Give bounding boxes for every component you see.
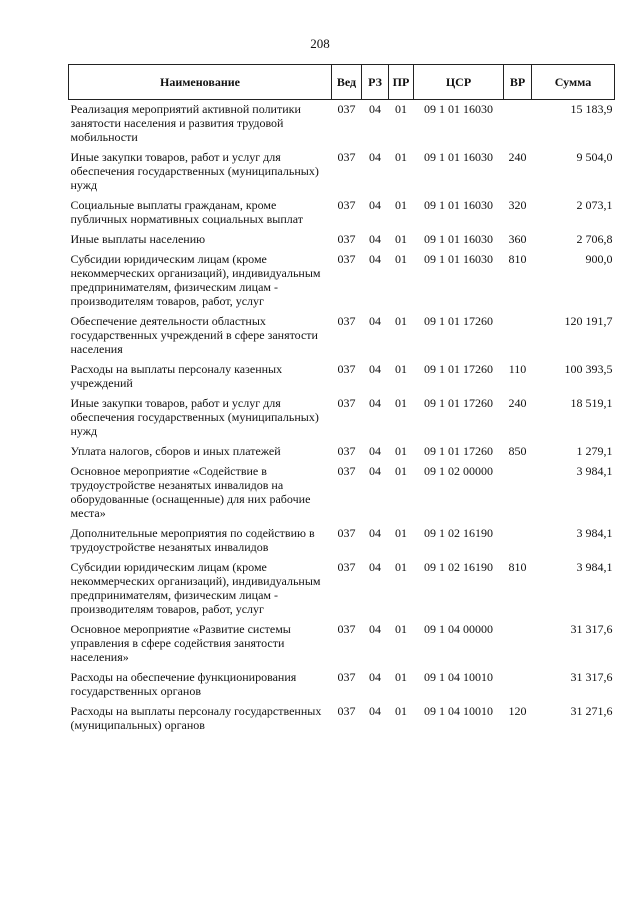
cell-sum: 9 504,0 [576,150,613,164]
cell-name: Дополнительные мероприятия по содействию в трудоустройстве незанятых инвалидов [70,526,315,554]
cell-sum: 31 271,6 [570,704,613,718]
cell-vr [504,524,532,558]
cell-ved: 037 [337,362,356,376]
cell-pr: 01 [395,560,407,574]
cell-vr: 110 [508,362,527,376]
table-row [69,148,615,196]
table-row [69,668,615,702]
cell-rz: 04 [369,560,381,574]
cell-rz: 04 [369,252,381,266]
table-row [69,100,615,149]
cell-csr: 09 1 01 17260 [424,362,493,376]
cell-pr: 01 [395,526,407,540]
cell-name: Уплата налогов, сборов и иных платежей [70,444,281,458]
table-row [69,230,615,250]
cell-pr: 01 [395,252,407,266]
cell-vr: 850 [508,444,527,458]
cell-rz: 04 [369,622,381,636]
cell-csr: 09 1 02 00000 [424,464,493,478]
cell-csr: 09 1 01 16030 [424,198,493,212]
cell-rz: 04 [369,362,381,376]
table-row [69,462,615,524]
cell-sum: 1 279,1 [576,444,613,458]
cell-ved: 037 [337,464,356,478]
header-sum: Сумма [532,65,615,100]
cell-csr: 09 1 02 16190 [424,560,493,574]
cell-rz: 04 [369,670,381,684]
cell-sum: 100 393,5 [564,362,613,376]
cell-name: Расходы на выплаты персоналу казенных учреждений [70,362,283,390]
header-pr: ПР [389,65,414,100]
cell-name: Расходы на обеспечение функционирования государственных органов [70,670,297,698]
cell-csr: 09 1 04 00000 [424,622,493,636]
cell-vr [504,100,532,149]
cell-rz: 04 [369,198,381,212]
cell-sum: 31 317,6 [570,622,613,636]
cell-name: Обеспечение деятельности областных государственных учреждений в сфере занятости населения [70,314,318,356]
cell-rz: 04 [369,704,381,718]
cell-sum: 15 183,9 [570,102,613,116]
cell-ved: 037 [337,150,356,164]
cell-vr: 240 [508,150,527,164]
cell-vr: 240 [508,396,527,410]
cell-pr: 01 [395,362,407,376]
cell-name: Основное мероприятие «Содействие в трудоустройстве незанятых инвалидов на оборудованные (оснащенные) для них рабочие места» [70,464,311,520]
cell-rz: 04 [369,396,381,410]
cell-vr [504,668,532,702]
cell-ved: 037 [337,704,356,718]
cell-name: Субсидии юридическим лицам (кроме некоммерческих организаций), индивидуальным предпринимателям, физическим лицам - производителям товаров, работ, услуг [70,560,321,616]
cell-sum: 18 519,1 [570,396,613,410]
table-row [69,250,615,312]
cell-sum: 120 191,7 [564,314,613,328]
cell-ved: 037 [337,198,356,212]
cell-csr: 09 1 02 16190 [424,526,493,540]
table-row [69,312,615,360]
cell-pr: 01 [395,314,407,328]
cell-pr: 01 [395,396,407,410]
cell-ved: 037 [337,232,356,246]
cell-ved: 037 [337,622,356,636]
cell-vr: 320 [508,198,527,212]
cell-vr [504,312,532,360]
table-header-row [69,65,615,100]
budget-table [68,64,615,736]
cell-pr: 01 [395,232,407,246]
cell-csr: 09 1 01 17260 [424,396,493,410]
header-vr: ВР [504,65,532,100]
cell-sum: 3 984,1 [576,560,613,574]
table-row [69,620,615,668]
cell-sum: 900,0 [585,252,613,266]
table-row [69,442,615,462]
cell-vr: 360 [508,232,527,246]
cell-vr: 810 [508,560,527,574]
cell-ved: 037 [337,102,356,116]
cell-ved: 037 [337,396,356,410]
cell-name: Основное мероприятие «Развитие системы управления в сфере содействия занятости населения» [70,622,291,664]
header-rz: РЗ [362,65,389,100]
cell-vr [504,620,532,668]
cell-rz: 04 [369,102,381,116]
cell-pr: 01 [395,444,407,458]
cell-sum: 3 984,1 [576,464,613,478]
cell-pr: 01 [395,198,407,212]
cell-pr: 01 [395,102,407,116]
cell-name: Иные закупки товаров, работ и услуг для обеспечения государственных (муниципальных) нужд [70,396,319,438]
cell-ved: 037 [337,314,356,328]
cell-rz: 04 [369,232,381,246]
cell-ved: 037 [337,526,356,540]
cell-ved: 037 [337,444,356,458]
cell-name: Иные закупки товаров, работ и услуг для обеспечения государственных (муниципальных) нужд [70,150,319,192]
cell-sum: 31 317,6 [570,670,613,684]
cell-ved: 037 [337,252,356,266]
cell-vr: 120 [508,704,527,718]
table-row [69,702,615,736]
cell-csr: 09 1 01 17260 [424,444,493,458]
cell-sum: 3 984,1 [576,526,613,540]
cell-name: Субсидии юридическим лицам (кроме некоммерческих организаций), индивидуальным предпринимателям, физическим лицам - производителям товаров, работ, услуг [70,252,321,308]
cell-sum: 2 073,1 [576,198,613,212]
cell-csr: 09 1 04 10010 [424,670,493,684]
cell-name: Иные выплаты населению [70,232,206,246]
cell-pr: 01 [395,670,407,684]
table-row [69,196,615,230]
cell-sum: 2 706,8 [576,232,613,246]
cell-rz: 04 [369,314,381,328]
cell-csr: 09 1 01 16030 [424,232,493,246]
cell-vr [504,462,532,524]
cell-csr: 09 1 01 16030 [424,252,493,266]
cell-name: Расходы на выплаты персоналу государственных (муниципальных) органов [70,704,322,732]
table-row [69,360,615,394]
cell-ved: 037 [337,670,356,684]
cell-rz: 04 [369,150,381,164]
cell-name: Реализация мероприятий активной политики занятости населения и развития трудовой мобильности [70,102,301,144]
cell-pr: 01 [395,150,407,164]
cell-rz: 04 [369,526,381,540]
cell-name: Социальные выплаты гражданам, кроме публичных нормативных социальных выплат [70,198,304,226]
header-name: Наименование [69,65,332,100]
cell-csr: 09 1 01 16030 [424,150,493,164]
cell-pr: 01 [395,464,407,478]
cell-vr: 810 [508,252,527,266]
header-ved: Вед [332,65,362,100]
cell-rz: 04 [369,444,381,458]
cell-csr: 09 1 01 16030 [424,102,493,116]
cell-csr: 09 1 04 10010 [424,704,493,718]
cell-rz: 04 [369,464,381,478]
cell-pr: 01 [395,704,407,718]
table-row [69,558,615,620]
cell-ved: 037 [337,560,356,574]
page-number: 208 [310,36,330,51]
cell-pr: 01 [395,622,407,636]
table-row [69,394,615,442]
cell-csr: 09 1 01 17260 [424,314,493,328]
table-row [69,524,615,558]
header-csr: ЦСР [414,65,504,100]
